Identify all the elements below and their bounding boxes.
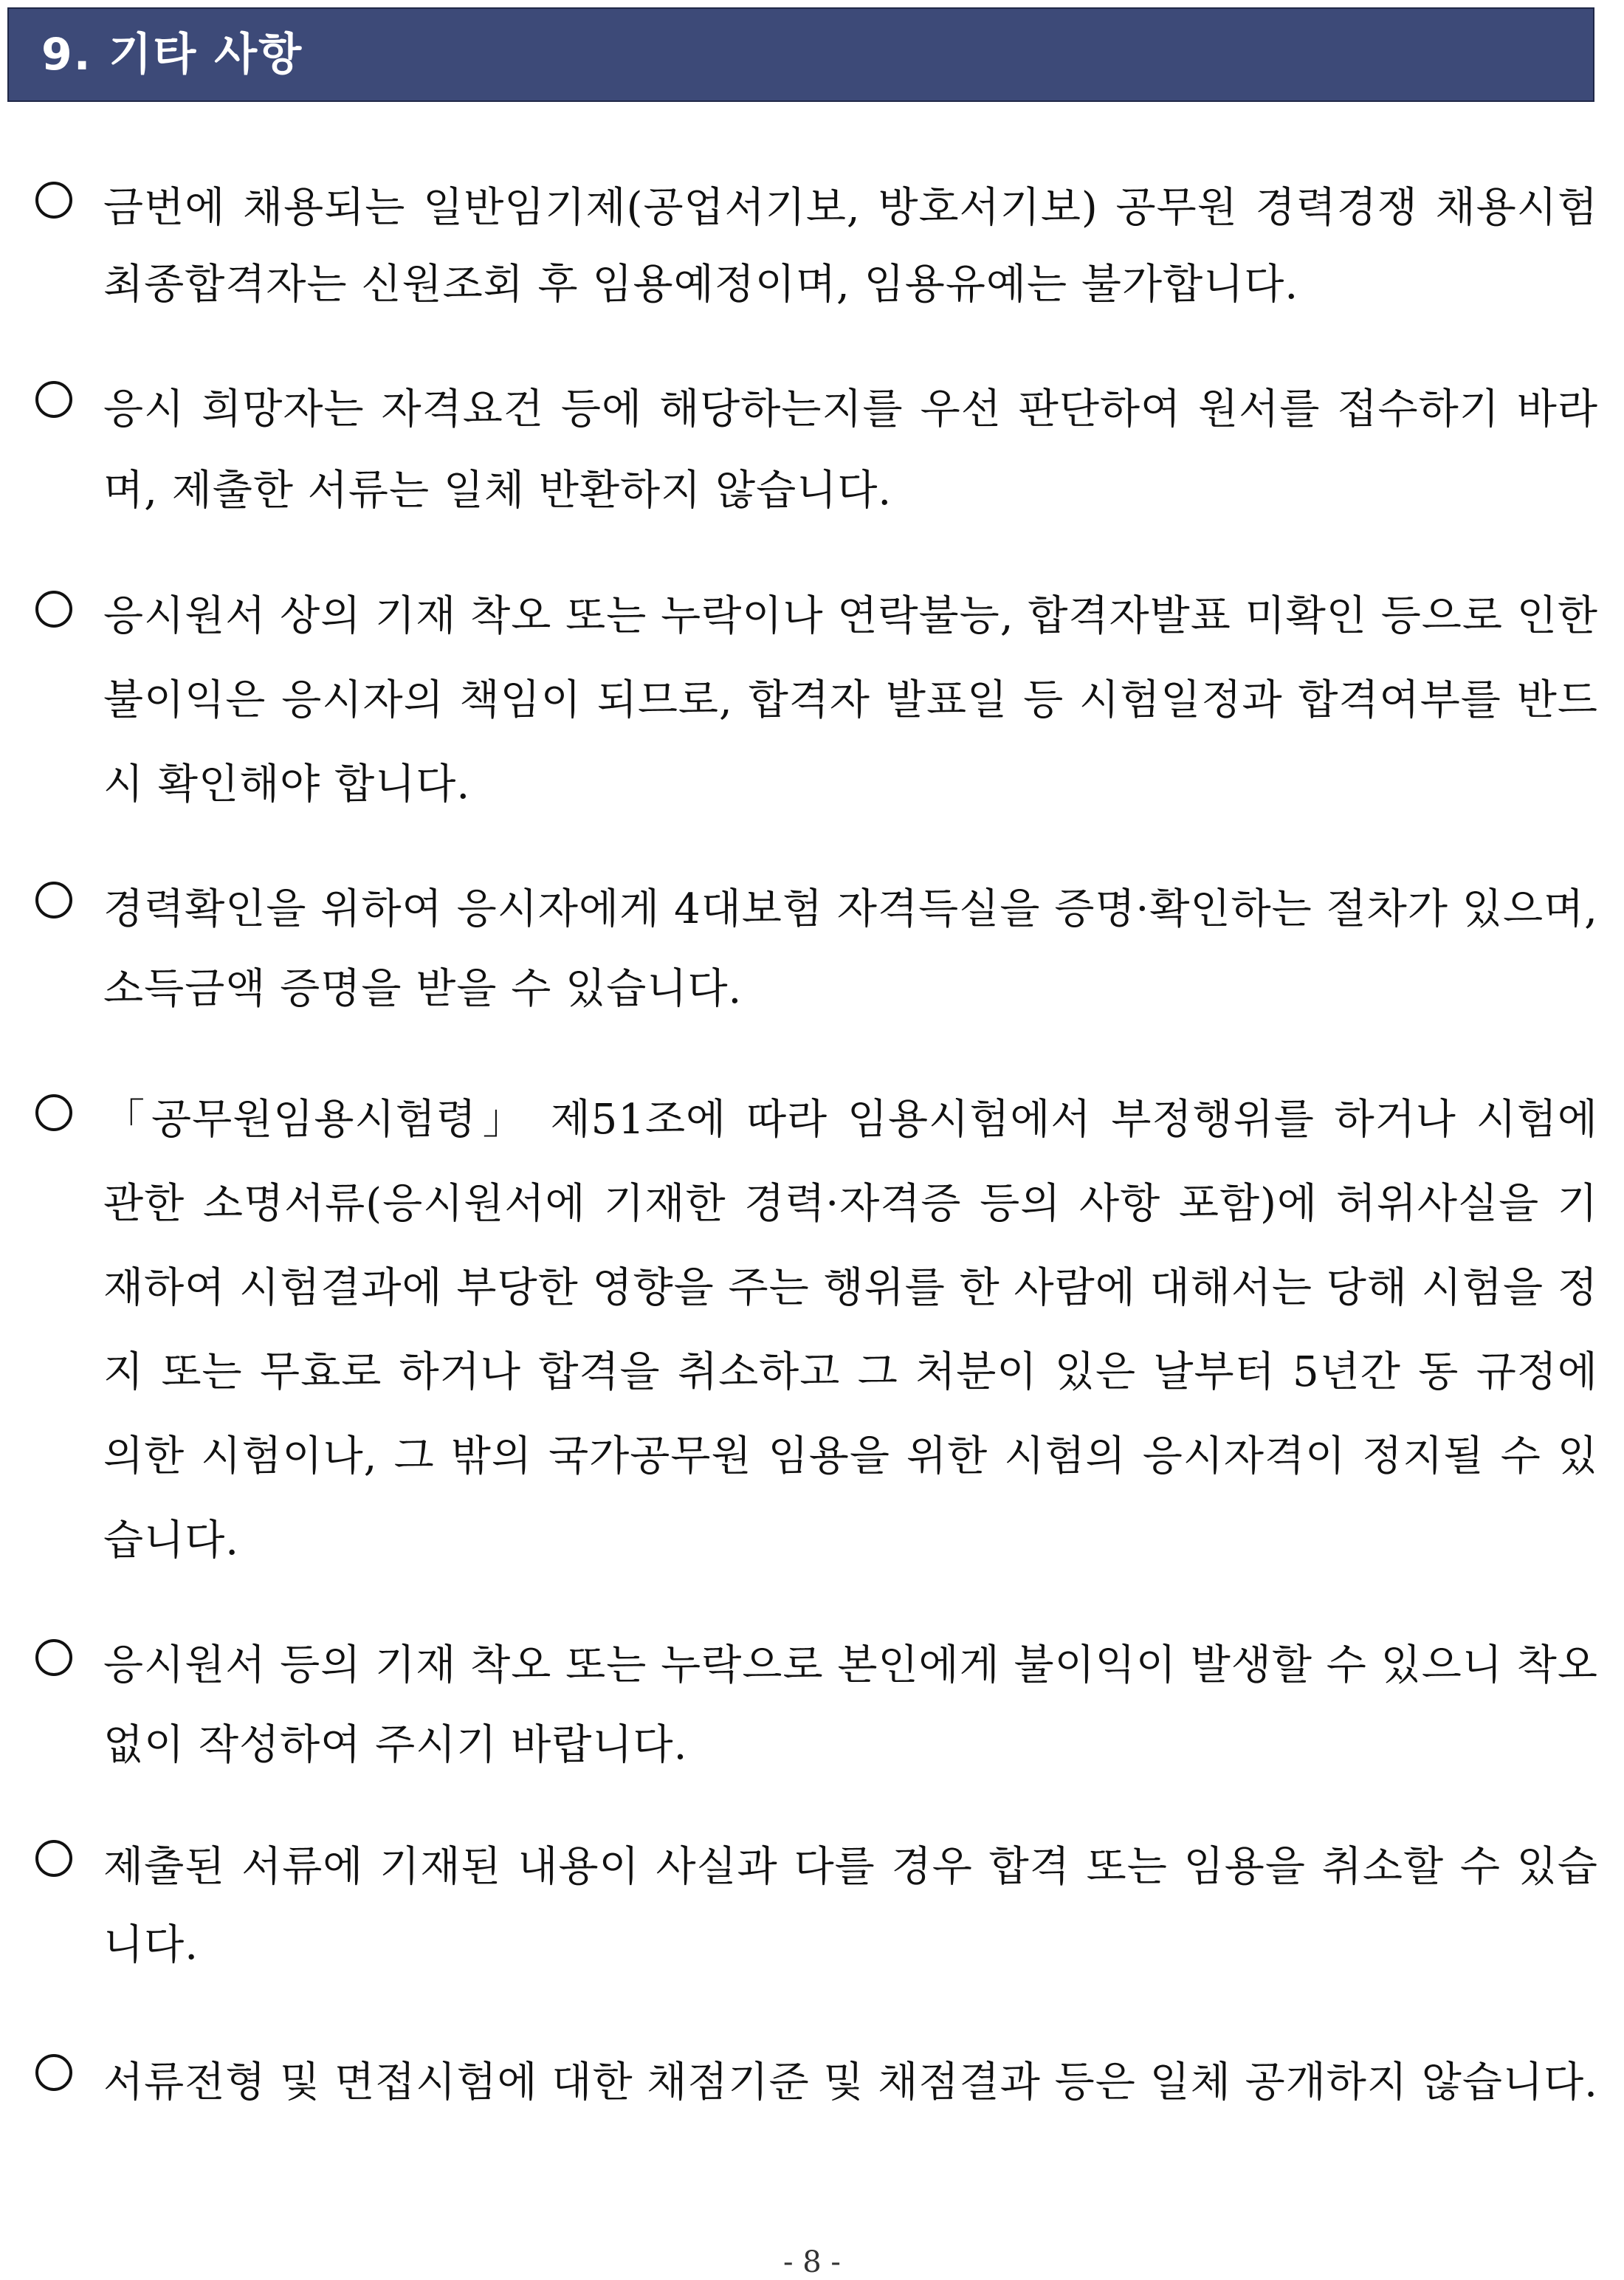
list-item-text: 금번에 채용되는 일반임기제(공업서기보, 방호서기보) 공무원 경력경쟁 채용시험 최종합격자는 신원조회 후 임용예정이며, 임용유예는 불가합니다. bbox=[103, 184, 1598, 309]
circle-bullet-icon bbox=[35, 381, 72, 418]
list-item-text: 응시원서 상의 기재 착오 또는 누락이나 연락불능, 합격자발표 미확인 등으로 인한 불이익은 응시자의 책임이 되므로, 합격자 발표일 등 시험일정과 합격여부를 반드시 확인해야 합니다. bbox=[103, 592, 1598, 808]
circle-bullet-icon bbox=[35, 1840, 72, 1877]
circle-bullet-icon bbox=[35, 2054, 72, 2091]
section-title: 9. 기타 사항 bbox=[41, 29, 303, 80]
section-header bbox=[7, 7, 1594, 102]
list-item-text: 응시원서 등의 기재 착오 또는 누락으로 본인에게 불이익이 발생할 수 있으니 착오 없이 작성하여 주시기 바랍니다. bbox=[103, 1641, 1598, 1769]
circle-bullet-icon bbox=[35, 1639, 72, 1676]
circle-bullet-icon bbox=[35, 1094, 72, 1131]
circle-bullet-icon bbox=[35, 182, 72, 219]
page-number: - 8 - bbox=[783, 2245, 841, 2279]
list-item-text: 서류전형 및 면접시험에 대한 채점기준 및 채점결과 등은 일체 공개하지 않습니다. bbox=[103, 2058, 1598, 2106]
circle-bullet-icon bbox=[35, 882, 72, 918]
list-item-text: 경력확인을 위하여 응시자에게 4대보험 자격득실을 증명·확인하는 절차가 있으며, 소득금액 증명을 받을 수 있습니다. bbox=[103, 885, 1598, 1013]
list-item-text: 응시 희망자는 자격요건 등에 해당하는지를 우선 판단하여 원서를 접수하기 바라며, 제출한 서류는 일체 반환하지 않습니다. bbox=[103, 385, 1598, 515]
list-item-text: 「공무원임용시험령」 제51조에 따라 임용시험에서 부정행위를 하거나 시험에 관한 소명서류(응시원서에 기재한 경력·자격증 등의 사항 포함)에 허위사실을 기재하여 시험결과에 부당한 영향을 주는 행위를 한 사람에 대해서는 당해 시험을 정지 또는 무효로 하거나 합격을 취소하고 그 처분이 있은 날부터 5년간 동 규정에 의한 시험이나, 그 밖의 국가공무원 임용을 위한 시험의 응시자격이 정지될 수 있습니다. bbox=[103, 1096, 1598, 1565]
circle-bullet-icon bbox=[35, 591, 72, 628]
list-item-text: 제출된 서류에 기재된 내용이 사실과 다를 경우 합격 또는 임용을 취소할 수 있습니다. bbox=[103, 1843, 1598, 1969]
